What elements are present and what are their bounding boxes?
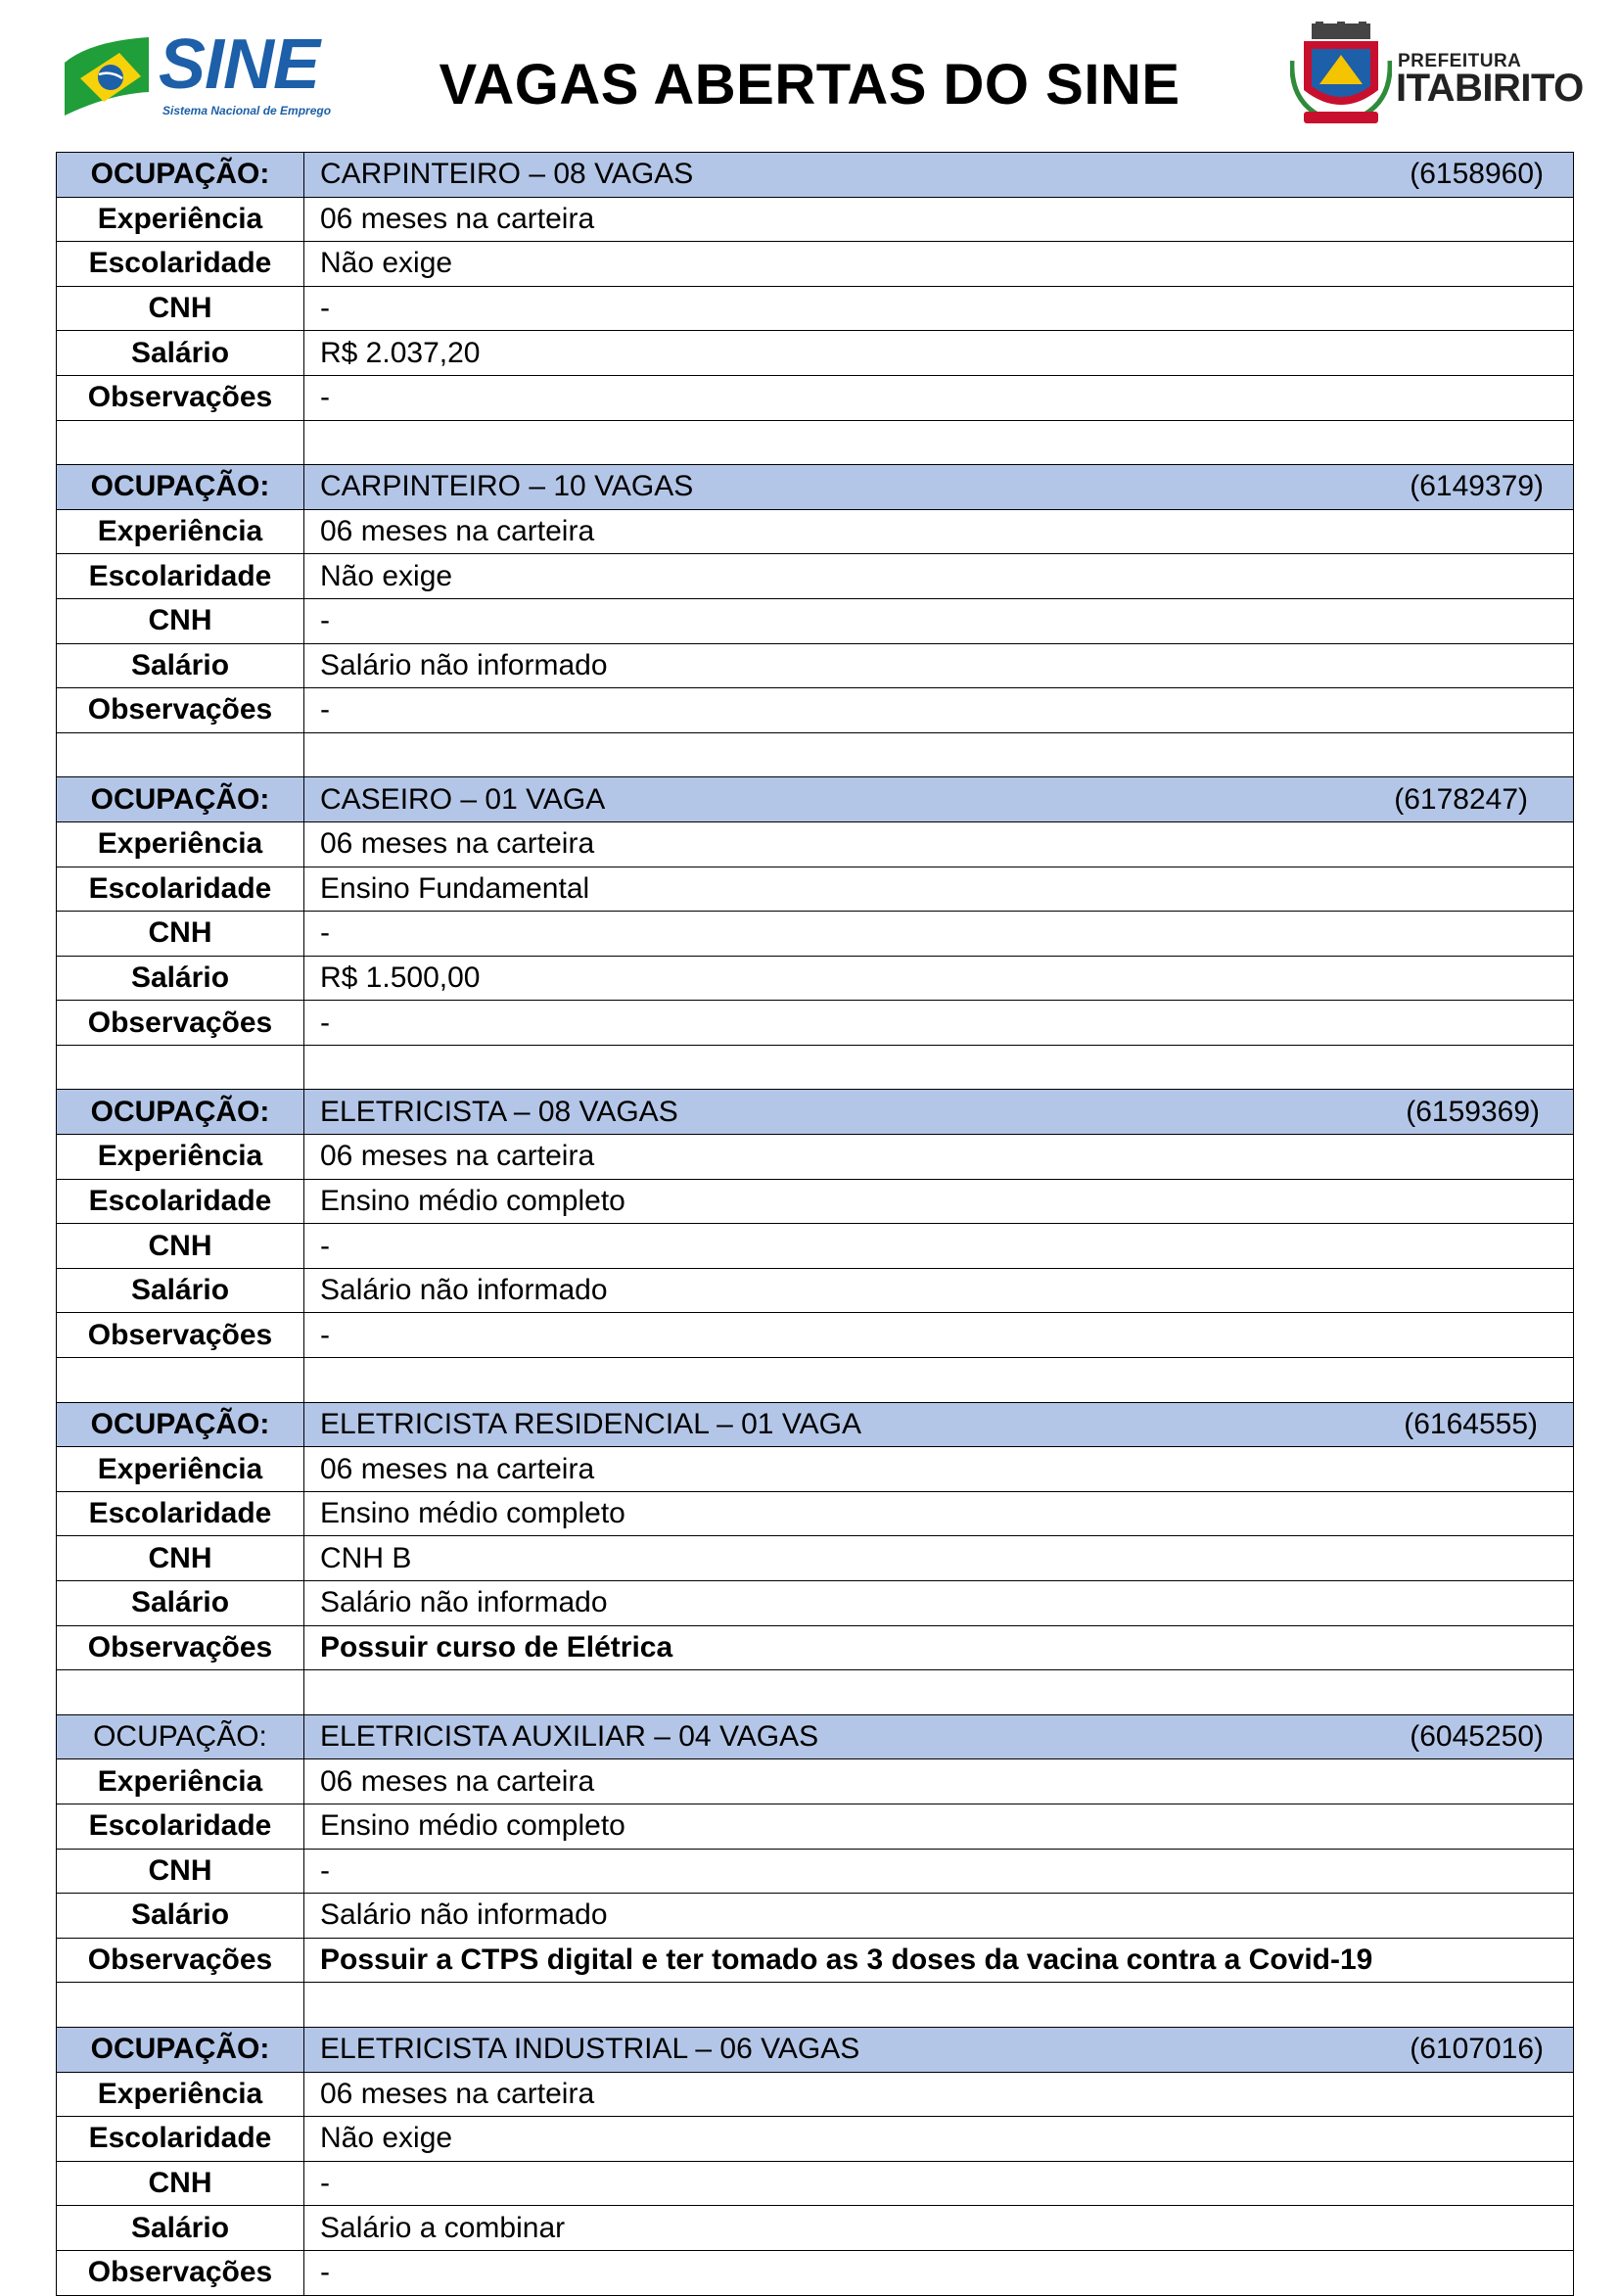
notes-label: Observações xyxy=(57,688,304,733)
license-value: - xyxy=(304,286,1574,331)
salary-row xyxy=(57,1894,1574,1939)
occupation-label: OCUPAÇÃO: xyxy=(57,465,304,510)
education-value: Ensino Fundamental xyxy=(304,867,1574,912)
education-row xyxy=(57,2117,1574,2162)
education-label: Escolaridade xyxy=(57,2117,304,2162)
occupation-code: (6149379) xyxy=(1410,470,1544,503)
page-title: VAGAS ABERTAS DO SINE xyxy=(439,53,1180,117)
spacer-row xyxy=(57,1670,1574,1715)
education-row xyxy=(57,867,1574,912)
occupation-code: (6158960) xyxy=(1410,158,1544,191)
salary-label: Salário xyxy=(57,643,304,688)
city-name: ITABIRITO xyxy=(1396,67,1584,110)
occupation-title: ELETRICISTA RESIDENCIAL – 01 VAGA xyxy=(320,1407,861,1440)
notes-value: - xyxy=(304,1001,1574,1046)
license-label: CNH xyxy=(57,912,304,957)
salary-label: Salário xyxy=(57,1894,304,1939)
license-label: CNH xyxy=(57,286,304,331)
occupation-cell xyxy=(304,153,1574,198)
license-value: - xyxy=(304,2161,1574,2206)
experience-label: Experiência xyxy=(57,197,304,242)
page-header xyxy=(0,0,1619,147)
job-listings-table xyxy=(56,152,1574,2296)
experience-value: 06 meses na carteira xyxy=(304,2072,1574,2117)
experience-value: 06 meses na carteira xyxy=(304,1135,1574,1180)
salary-label: Salário xyxy=(57,1581,304,1626)
occupation-label: OCUPAÇÃO: xyxy=(57,153,304,198)
occupation-cell xyxy=(304,2027,1574,2072)
notes-value: Possuir a CTPS digital e ter tomado as 3 doses da vacina contra a Covid-19 xyxy=(304,1938,1574,1983)
salary-row xyxy=(57,2206,1574,2251)
occupation-label: OCUPAÇÃO: xyxy=(57,1714,304,1759)
occupation-title: CASEIRO – 01 VAGA xyxy=(320,782,606,816)
experience-label: Experiência xyxy=(57,1759,304,1804)
notes-label: Observações xyxy=(57,1938,304,1983)
occupation-row xyxy=(57,153,1574,198)
license-label: CNH xyxy=(57,598,304,643)
occupation-row xyxy=(57,1090,1574,1135)
notes-label: Observações xyxy=(57,1625,304,1670)
education-label: Escolaridade xyxy=(57,1491,304,1536)
occupation-title: ELETRICISTA AUXILIAR – 04 VAGAS xyxy=(320,1720,819,1754)
spacer-row xyxy=(57,1358,1574,1403)
salary-value: Salário a combinar xyxy=(304,2206,1574,2251)
salary-label: Salário xyxy=(57,331,304,376)
notes-value: - xyxy=(304,375,1574,420)
license-row xyxy=(57,1224,1574,1269)
occupation-cell xyxy=(304,1090,1574,1135)
occupation-code: (6159369) xyxy=(1406,1095,1540,1128)
occupation-code: (6045250) xyxy=(1410,1720,1544,1754)
salary-value: Salário não informado xyxy=(304,1581,1574,1626)
notes-value: - xyxy=(304,2250,1574,2295)
salary-row xyxy=(57,331,1574,376)
license-value: - xyxy=(304,1224,1574,1269)
occupation-cell xyxy=(304,1402,1574,1447)
occupation-label: OCUPAÇÃO: xyxy=(57,1402,304,1447)
notes-value: Possuir curso de Elétrica xyxy=(304,1625,1574,1670)
education-value: Ensino médio completo xyxy=(304,1491,1574,1536)
salary-row xyxy=(57,1581,1574,1626)
occupation-row xyxy=(57,2027,1574,2072)
experience-label: Experiência xyxy=(57,821,304,867)
occupation-title: ELETRICISTA – 08 VAGAS xyxy=(320,1095,678,1128)
notes-row xyxy=(57,1313,1574,1358)
salary-label: Salário xyxy=(57,1268,304,1313)
salary-value: Salário não informado xyxy=(304,1894,1574,1939)
education-row xyxy=(57,1491,1574,1536)
education-row xyxy=(57,1179,1574,1224)
license-row xyxy=(57,286,1574,331)
notes-label: Observações xyxy=(57,2250,304,2295)
spacer-row xyxy=(57,420,1574,465)
notes-row xyxy=(57,1001,1574,1046)
experience-row xyxy=(57,1135,1574,1180)
occupation-title: ELETRICISTA INDUSTRIAL – 06 VAGAS xyxy=(320,2033,860,2066)
prefeitura-logo xyxy=(1290,22,1584,129)
education-label: Escolaridade xyxy=(57,554,304,599)
salary-value: Salário não informado xyxy=(304,1268,1574,1313)
education-label: Escolaridade xyxy=(57,867,304,912)
occupation-row xyxy=(57,777,1574,822)
license-row xyxy=(57,912,1574,957)
occupation-row xyxy=(57,1402,1574,1447)
salary-label: Salário xyxy=(57,2206,304,2251)
experience-row xyxy=(57,509,1574,554)
occupation-label: OCUPAÇÃO: xyxy=(57,1090,304,1135)
notes-row xyxy=(57,1625,1574,1670)
notes-row xyxy=(57,688,1574,733)
notes-value: - xyxy=(304,688,1574,733)
education-value: Não exige xyxy=(304,2117,1574,2162)
occupation-cell xyxy=(304,777,1574,822)
spacer-row xyxy=(57,1045,1574,1090)
salary-row xyxy=(57,956,1574,1001)
occupation-code: (6107016) xyxy=(1410,2033,1544,2066)
experience-label: Experiência xyxy=(57,2072,304,2117)
sine-logo-text: SINE xyxy=(159,25,320,104)
license-value: CNH B xyxy=(304,1536,1574,1581)
experience-value: 06 meses na carteira xyxy=(304,821,1574,867)
education-row xyxy=(57,1804,1574,1849)
education-label: Escolaridade xyxy=(57,1804,304,1849)
license-label: CNH xyxy=(57,1224,304,1269)
experience-label: Experiência xyxy=(57,509,304,554)
notes-row xyxy=(57,375,1574,420)
salary-label: Salário xyxy=(57,956,304,1001)
experience-row xyxy=(57,2072,1574,2117)
occupation-code: (6178247) xyxy=(1394,782,1528,816)
license-label: CNH xyxy=(57,1849,304,1894)
experience-value: 06 meses na carteira xyxy=(304,1447,1574,1492)
occupation-row xyxy=(57,465,1574,510)
experience-row xyxy=(57,1759,1574,1804)
license-row xyxy=(57,598,1574,643)
license-value: - xyxy=(304,912,1574,957)
license-row xyxy=(57,1849,1574,1894)
salary-value: R$ 2.037,20 xyxy=(304,331,1574,376)
city-crest-icon xyxy=(1290,22,1392,129)
license-row xyxy=(57,2161,1574,2206)
notes-label: Observações xyxy=(57,1313,304,1358)
salary-value: R$ 1.500,00 xyxy=(304,956,1574,1001)
education-value: Não exige xyxy=(304,554,1574,599)
notes-row xyxy=(57,2250,1574,2295)
occupation-label: OCUPAÇÃO: xyxy=(57,777,304,822)
occupation-title: CARPINTEIRO – 10 VAGAS xyxy=(320,470,694,503)
sine-logo-subtitle: Sistema Nacional de Emprego xyxy=(162,104,332,117)
spacer-row xyxy=(57,1983,1574,2028)
education-value: Ensino médio completo xyxy=(304,1179,1574,1224)
notes-value: - xyxy=(304,1313,1574,1358)
license-label: CNH xyxy=(57,2161,304,2206)
education-value: Ensino médio completo xyxy=(304,1804,1574,1849)
license-label: CNH xyxy=(57,1536,304,1581)
experience-value: 06 meses na carteira xyxy=(304,197,1574,242)
education-row xyxy=(57,554,1574,599)
occupation-code: (6164555) xyxy=(1404,1407,1538,1440)
experience-value: 06 meses na carteira xyxy=(304,509,1574,554)
prefeitura-label: PREFEITURA xyxy=(1398,51,1522,71)
occupation-label: OCUPAÇÃO: xyxy=(57,2027,304,2072)
experience-row xyxy=(57,821,1574,867)
experience-row xyxy=(57,197,1574,242)
salary-value: Salário não informado xyxy=(304,643,1574,688)
education-value: Não exige xyxy=(304,242,1574,287)
notes-label: Observações xyxy=(57,1001,304,1046)
education-label: Escolaridade xyxy=(57,242,304,287)
experience-row xyxy=(57,1447,1574,1492)
spacer-row xyxy=(57,732,1574,777)
occupation-cell xyxy=(304,1714,1574,1759)
education-label: Escolaridade xyxy=(57,1179,304,1224)
notes-label: Observações xyxy=(57,375,304,420)
license-row xyxy=(57,1536,1574,1581)
experience-value: 06 meses na carteira xyxy=(304,1759,1574,1804)
occupation-row xyxy=(57,1714,1574,1759)
occupation-cell xyxy=(304,465,1574,510)
salary-row xyxy=(57,643,1574,688)
occupation-title: CARPINTEIRO – 08 VAGAS xyxy=(320,158,694,191)
experience-label: Experiência xyxy=(57,1135,304,1180)
license-value: - xyxy=(304,598,1574,643)
education-row xyxy=(57,242,1574,287)
salary-row xyxy=(57,1268,1574,1313)
experience-label: Experiência xyxy=(57,1447,304,1492)
notes-row xyxy=(57,1938,1574,1983)
license-value: - xyxy=(304,1849,1574,1894)
